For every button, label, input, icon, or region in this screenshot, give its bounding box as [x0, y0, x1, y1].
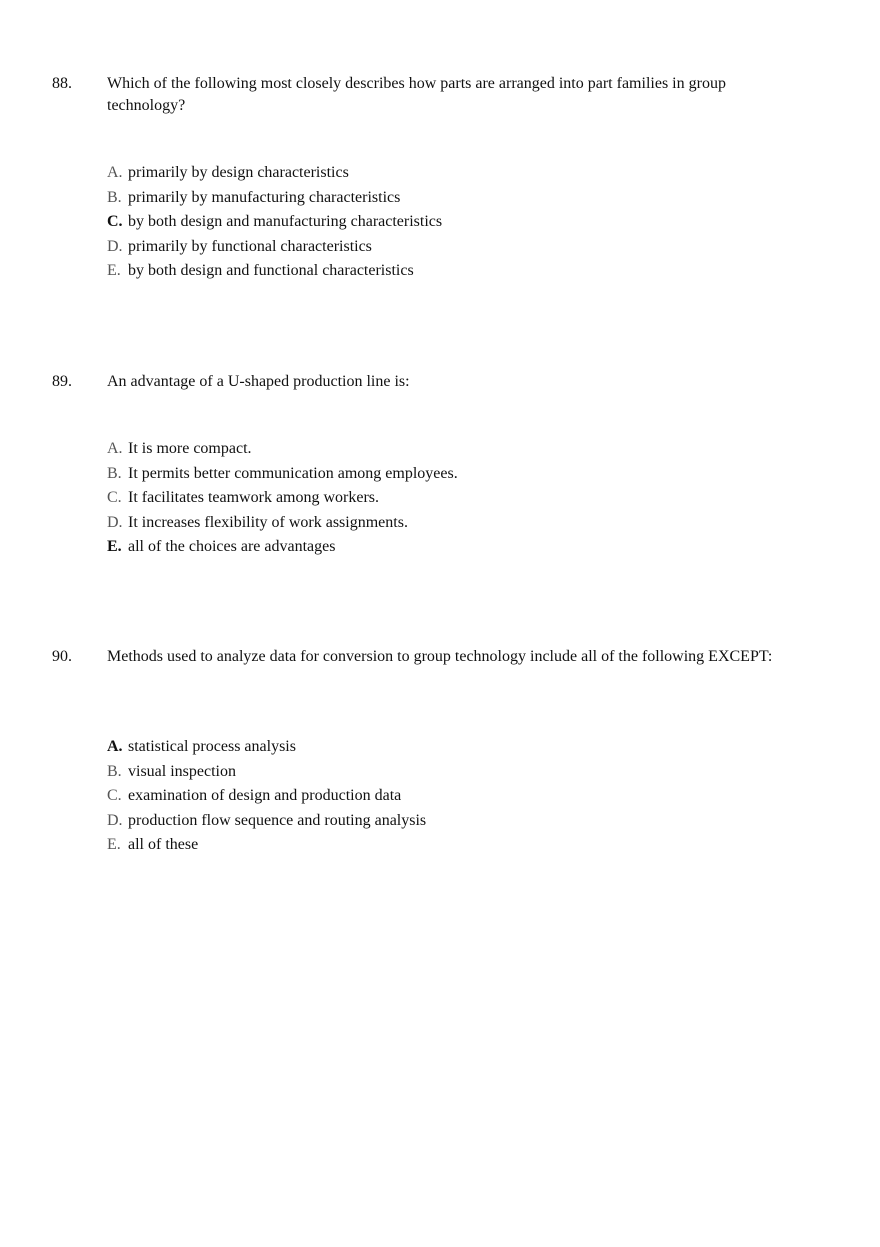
choice-b	[107, 462, 458, 487]
choice-e	[107, 535, 458, 560]
choice-text: It facilitates teamwork among workers.	[128, 489, 380, 506]
choice-d	[107, 235, 442, 260]
choice-text: primarily by design characteristics	[128, 164, 349, 181]
choice-text: all of these	[128, 836, 199, 853]
choice-letter: E.	[107, 538, 122, 555]
choice-letter: A.	[107, 440, 123, 457]
choice-b	[107, 760, 426, 785]
choice-d	[107, 809, 426, 834]
choice-e	[107, 259, 442, 284]
question-text: Which of the following most closely describes how parts are arranged into part families in group technology?	[107, 75, 726, 114]
choice-text: It increases flexibility of work assignments.	[128, 513, 408, 531]
choice-letter: B.	[107, 464, 122, 482]
question-text: An advantage of a U-shaped production line is:	[107, 373, 410, 390]
choice-letter: D.	[107, 811, 123, 829]
choice-text: by both design and manufacturing characteristics	[128, 213, 443, 230]
choice-letter: E.	[107, 262, 121, 279]
choice-text: production flow sequence and routing analysis	[128, 811, 427, 829]
choice-c	[107, 210, 442, 235]
choice-a	[107, 437, 458, 462]
choice-letter: A.	[107, 164, 123, 181]
choice-text: primarily by manufacturing characteristics	[128, 188, 401, 206]
choice-letter: B.	[107, 188, 122, 206]
choice-list	[107, 735, 426, 858]
choice-list	[107, 161, 442, 284]
choice-letter: D.	[107, 237, 123, 255]
choice-text: statistical process analysis	[128, 738, 296, 755]
choice-text: all of the choices are advantages	[128, 538, 336, 555]
question-number: 89.	[52, 373, 72, 390]
choice-text: primarily by functional characteristics	[128, 237, 372, 255]
choice-letter: B.	[107, 762, 122, 780]
choice-text: It is more compact.	[128, 440, 252, 457]
choice-d	[107, 511, 458, 536]
choice-a	[107, 161, 442, 186]
choice-text: It permits better communication among employees.	[128, 464, 458, 482]
choice-letter: E.	[107, 836, 121, 853]
question-number: 90.	[52, 648, 72, 665]
choice-letter: D.	[107, 513, 123, 531]
question-number: 88.	[52, 75, 72, 92]
choice-letter: A.	[107, 738, 123, 755]
choice-e	[107, 833, 426, 858]
question-text: Methods used to analyze data for conversion to group technology include all of the following EXCEPT:	[107, 648, 773, 665]
choice-text: examination of design and production data	[128, 787, 402, 804]
choice-letter: C.	[107, 787, 122, 804]
choice-c	[107, 784, 426, 809]
choice-text: by both design and functional characteristics	[128, 262, 414, 279]
choice-b	[107, 186, 442, 211]
choice-c	[107, 486, 458, 511]
choice-a	[107, 735, 426, 760]
choice-letter: C.	[107, 213, 123, 230]
choice-letter: C.	[107, 489, 122, 506]
choice-list	[107, 437, 458, 560]
choice-text: visual inspection	[128, 762, 236, 780]
